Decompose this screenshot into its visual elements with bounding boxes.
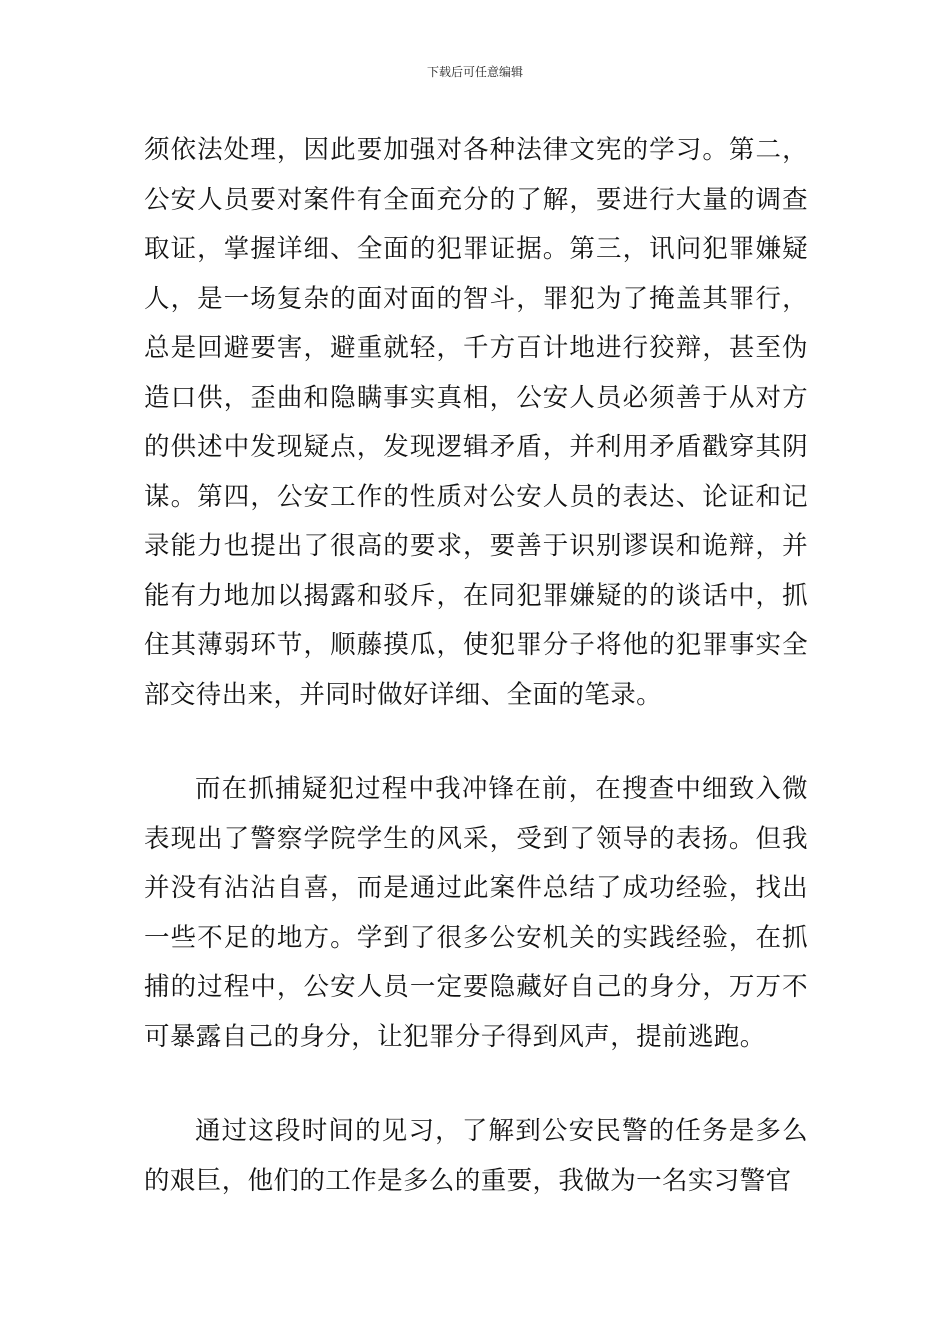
paragraph-1: 须依法处理，因此要加强对各种法律文宪的学习。第二，公安人员要对案件有全面充分的了解，要进行大量的调查取证，掌握详细、全面的犯罪证据。第三，讯问犯罪嫌疑人，是一场复杂的面对面的智斗，罪犯为了掩盖其罪行，总是回避要害，避重就轻，千方百计地进行狡辩，甚至伪造口供，歪曲和隐瞒事实真相，公安人员必须善于从对方的供述中发现疑点，发现逻辑矛盾，并利用矛盾戳穿其阴谋。第四，公安工作的性质对公安人员的表达、论证和记录能力也提出了很高的要求，要善于识别谬误和诡辩，并能有力地加以揭露和驳斥，在同犯罪嫌疑的的谈话中，抓住其薄弱环节，顺藤摸瓜，使犯罪分子将他的犯罪事实全部交待出来，并同时做好详细、全面的笔录。 (144, 135, 808, 710)
paragraph-gap (144, 720, 808, 765)
paragraph-gap (144, 1062, 808, 1107)
paragraph-2: 而在抓捕疑犯过程中我冲锋在前，在搜查中细致入微表现出了警察学院学生的风采，受到了领导的表扬。但我并没有沾沾自喜，而是通过此案件总结了成功经验，找出一些不足的地方。学到了很多公安机关的实践经验，在抓捕的过程中，公安人员一定要隐藏好自己的身分，万万不可暴露自己的身分，让犯罪分子得到风声，提前逃跑。 (144, 774, 808, 1052)
document-body (144, 126, 808, 1206)
page-header: 下载后可任意编辑 (426, 65, 523, 79)
paragraph-3: 通过这段时间的见习，了解到公安民警的任务是多么的艰巨，他们的工作是多么的重要，我做为一名实习警官 (144, 1116, 808, 1196)
